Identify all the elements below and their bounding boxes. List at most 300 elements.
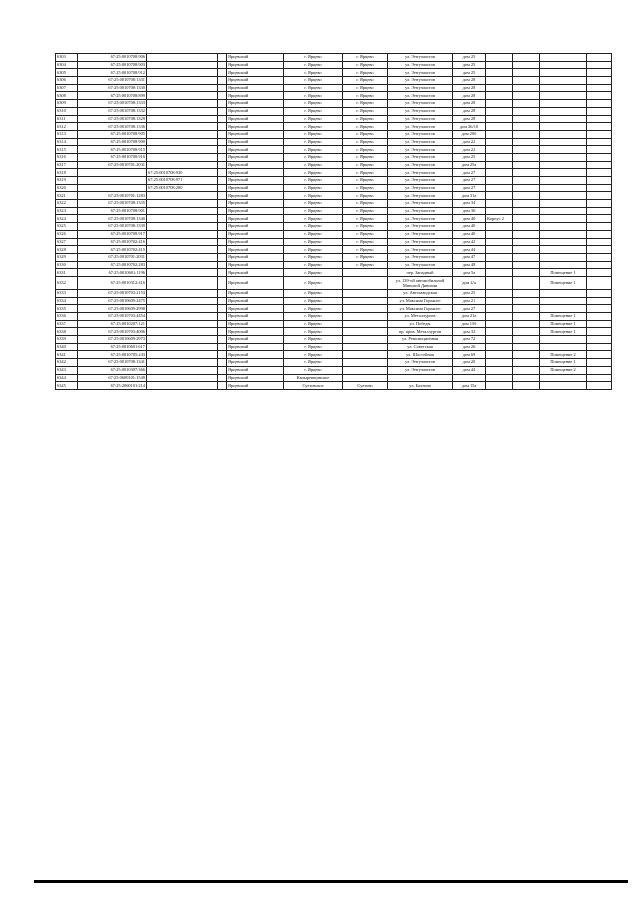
- table-row: [56, 200, 612, 208]
- alt-cadastral-number-cell: [147, 382, 218, 390]
- table-row: [56, 269, 612, 277]
- alt-cadastral-number-cell: [147, 238, 218, 246]
- blank-cell: [218, 207, 227, 215]
- street-cell: ул. Энтузиастов: [388, 69, 453, 77]
- table-row: [56, 215, 612, 223]
- table-row: [56, 230, 612, 238]
- row-number-cell: 6331: [56, 269, 78, 277]
- premises-cell: [540, 192, 587, 200]
- blank-cell: [218, 215, 227, 223]
- district-cell: Ярцевский: [227, 297, 284, 305]
- alt-cadastral-number-cell: [147, 115, 218, 123]
- locality-cell: г. Ярцево: [343, 223, 388, 231]
- blank-cell: [587, 351, 612, 359]
- table-row: [56, 276, 612, 289]
- building-cell: [486, 130, 513, 138]
- alt-cadastral-number-cell: [147, 269, 218, 277]
- house-cell: дом 32: [453, 328, 486, 336]
- table-row: [56, 54, 612, 62]
- blank-cell: [513, 374, 540, 382]
- settlement-cell: г. Ярцево: [284, 169, 343, 177]
- district-cell: Ярцевский: [227, 161, 284, 169]
- blank-cell: [587, 305, 612, 313]
- alt-cadastral-number-cell: [147, 313, 218, 321]
- blank-cell: [218, 230, 227, 238]
- district-cell: Ярцевский: [227, 207, 284, 215]
- locality-cell: г. Ярцево: [343, 261, 388, 269]
- locality-cell: [343, 320, 388, 328]
- street-cell: ул. Бахтина: [388, 382, 453, 390]
- blank-cell: [587, 261, 612, 269]
- house-cell: дом 25: [453, 61, 486, 69]
- row-number-cell: 6307: [56, 84, 78, 92]
- district-cell: Ярцевский: [227, 200, 284, 208]
- table-row: [56, 374, 612, 382]
- building-cell: [486, 230, 513, 238]
- house-cell: дом 26: [453, 343, 486, 351]
- district-cell: Ярцевский: [227, 253, 284, 261]
- blank-cell: [513, 153, 540, 161]
- building-cell: [486, 115, 513, 123]
- table-row: [56, 246, 612, 254]
- house-cell: дом 15а: [453, 382, 486, 390]
- register-table-body: [56, 54, 612, 390]
- premises-cell: [540, 130, 587, 138]
- street-cell: ул. Энтузиастов: [388, 130, 453, 138]
- street-cell: ул. Энтузиастов: [388, 153, 453, 161]
- blank-cell: [513, 313, 540, 321]
- cadastral-number-cell: 67:25:0010702:416: [78, 238, 147, 246]
- building-cell: [486, 169, 513, 177]
- blank-cell: [587, 366, 612, 374]
- row-number-cell: 6303: [56, 54, 78, 62]
- row-number-cell: 6313: [56, 130, 78, 138]
- blank-cell: [218, 320, 227, 328]
- settlement-cell: г. Ярцево: [284, 61, 343, 69]
- settlement-cell: г. Ярцево: [284, 313, 343, 321]
- table-row: [56, 61, 612, 69]
- cadastral-number-cell: 67:25:0010708:906: [78, 54, 147, 62]
- premises-cell: [540, 161, 587, 169]
- house-cell: дом 44: [453, 246, 486, 254]
- settlement-cell: г. Ярцево: [284, 253, 343, 261]
- building-cell: [486, 100, 513, 108]
- settlement-cell: г. Ярцево: [284, 130, 343, 138]
- street-cell: ул. Максима Горького: [388, 305, 453, 313]
- street-cell: ул. Энтузиастов: [388, 177, 453, 185]
- blank-cell: [218, 343, 227, 351]
- row-number-cell: 6319: [56, 177, 78, 185]
- premises-cell: [540, 115, 587, 123]
- blank-cell: [513, 215, 540, 223]
- blank-cell: [218, 77, 227, 85]
- street-cell: ул. Максима Горького: [388, 297, 453, 305]
- alt-cadastral-number-cell: [147, 366, 218, 374]
- premises-cell: [540, 77, 587, 85]
- premises-cell: Помещение 1: [540, 328, 587, 336]
- table-row: [56, 192, 612, 200]
- row-number-cell: 6336: [56, 313, 78, 321]
- district-cell: Ярцевский: [227, 328, 284, 336]
- row-number-cell: 6321: [56, 192, 78, 200]
- alt-cadastral-number-cell: [147, 215, 218, 223]
- row-number-cell: 6315: [56, 146, 78, 154]
- building-cell: Корпус 2: [486, 215, 513, 223]
- premises-cell: [540, 297, 587, 305]
- alt-cadastral-number-cell: [147, 192, 218, 200]
- cadastral-number-cell: 67:25:0010703:4454: [78, 313, 147, 321]
- district-cell: Ярцевский: [227, 230, 284, 238]
- house-cell: дом 27: [453, 184, 486, 192]
- blank-cell: [513, 54, 540, 62]
- house-cell: дом 28: [453, 92, 486, 100]
- cadastral-number-cell: 67:25:0010708:1331: [78, 77, 147, 85]
- blank-cell: [587, 161, 612, 169]
- blank-cell: [218, 138, 227, 146]
- locality-cell: г. Ярцево: [343, 92, 388, 100]
- house-cell: дом 44: [453, 366, 486, 374]
- building-cell: [486, 328, 513, 336]
- settlement-cell: г. Ярцево: [284, 77, 343, 85]
- alt-cadastral-number-cell: [147, 328, 218, 336]
- cadastral-number-cell: 67:25:0010708:912: [78, 69, 147, 77]
- cadastral-number-cell: 67:25:0010705:243: [78, 351, 147, 359]
- locality-cell: [343, 313, 388, 321]
- premises-cell: Помещение 2: [540, 366, 587, 374]
- district-cell: Ярцевский: [227, 107, 284, 115]
- settlement-cell: г. Ярцево: [284, 276, 343, 289]
- district-cell: Ярцевский: [227, 343, 284, 351]
- settlement-cell: г. Ярцево: [284, 261, 343, 269]
- table-row: [56, 313, 612, 321]
- table-row: [56, 336, 612, 344]
- settlement-cell: г. Ярцево: [284, 146, 343, 154]
- blank-cell: [513, 320, 540, 328]
- locality-cell: г. Ярцево: [343, 77, 388, 85]
- blank-cell: [587, 84, 612, 92]
- building-cell: [486, 146, 513, 154]
- settlement-cell: г. Ярцево: [284, 184, 343, 192]
- cadastral-number-cell: 67:25:0010708:901: [78, 207, 147, 215]
- street-cell: [388, 374, 453, 382]
- alt-cadastral-number-cell: 67:25:0010708:280: [147, 184, 218, 192]
- blank-cell: [587, 297, 612, 305]
- locality-cell: г. Ярцево: [343, 84, 388, 92]
- blank-cell: [218, 153, 227, 161]
- blank-cell: [218, 223, 227, 231]
- blank-cell: [218, 238, 227, 246]
- cadastral-number-cell: 67:25:0010609:2973: [78, 336, 147, 344]
- table-row: [56, 92, 612, 100]
- table-row: [56, 161, 612, 169]
- house-cell: дом 25а: [453, 161, 486, 169]
- building-cell: [486, 192, 513, 200]
- premises-cell: [540, 200, 587, 208]
- blank-cell: [587, 77, 612, 85]
- blank-cell: [587, 253, 612, 261]
- locality-cell: г. Ярцево: [343, 200, 388, 208]
- house-cell: [453, 374, 486, 382]
- alt-cadastral-number-cell: [147, 336, 218, 344]
- premises-cell: Помещение 2: [540, 351, 587, 359]
- alt-cadastral-number-cell: [147, 100, 218, 108]
- district-cell: Ярцевский: [227, 123, 284, 131]
- blank-cell: [218, 100, 227, 108]
- blank-cell: [587, 320, 612, 328]
- district-cell: Ярцевский: [227, 84, 284, 92]
- premises-cell: Помещение 1: [540, 320, 587, 328]
- settlement-cell: г. Ярцево: [284, 246, 343, 254]
- blank-cell: [513, 138, 540, 146]
- blank-cell: [513, 269, 540, 277]
- blank-cell: [587, 169, 612, 177]
- premises-cell: [540, 207, 587, 215]
- blank-cell: [218, 328, 227, 336]
- blank-cell: [587, 54, 612, 62]
- street-cell: ул. Энтузиастов: [388, 100, 453, 108]
- premises-cell: [540, 230, 587, 238]
- row-number-cell: 6314: [56, 138, 78, 146]
- street-cell: ул. Энтузиастов: [388, 207, 453, 215]
- district-cell: Ярцевский: [227, 184, 284, 192]
- blank-cell: [587, 238, 612, 246]
- blank-cell: [218, 161, 227, 169]
- building-cell: [486, 138, 513, 146]
- blank-cell: [513, 366, 540, 374]
- street-cell: пр. пров. Металлургов: [388, 328, 453, 336]
- blank-cell: [218, 289, 227, 297]
- blank-cell: [587, 177, 612, 185]
- blank-cell: [218, 92, 227, 100]
- locality-cell: г. Ярцево: [343, 192, 388, 200]
- alt-cadastral-number-cell: [147, 343, 218, 351]
- street-cell: ул. Энтузиастов: [388, 107, 453, 115]
- building-cell: [486, 123, 513, 131]
- table-row: [56, 366, 612, 374]
- house-cell: дом 15б: [453, 320, 486, 328]
- settlement-cell: г. Ярцево: [284, 161, 343, 169]
- blank-cell: [513, 92, 540, 100]
- cadastral-number-cell: 67:25:0010701:2031: [78, 253, 147, 261]
- district-cell: Ярцевский: [227, 138, 284, 146]
- blank-cell: [513, 123, 540, 131]
- settlement-cell: г. Ярцево: [284, 177, 343, 185]
- blank-cell: [513, 223, 540, 231]
- street-cell: ул. Энтузиастов: [388, 138, 453, 146]
- row-number-cell: 6322: [56, 200, 78, 208]
- cadastral-number-cell: 67:25:0010708:1333: [78, 100, 147, 108]
- premises-cell: [540, 336, 587, 344]
- building-cell: [486, 351, 513, 359]
- blank-cell: [218, 200, 227, 208]
- street-cell: ул. Энтузиастов: [388, 261, 453, 269]
- blank-cell: [587, 382, 612, 390]
- blank-cell: [218, 192, 227, 200]
- blank-cell: [587, 184, 612, 192]
- blank-cell: [513, 61, 540, 69]
- cadastral-number-cell: 67:25:0010312:416: [78, 276, 147, 289]
- table-row: [56, 289, 612, 297]
- blank-cell: [218, 276, 227, 289]
- street-cell: ул. 139-ой автомобильной Минской Дивизии: [388, 276, 453, 289]
- blank-cell: [218, 374, 227, 382]
- cadastral-number-cell: 67:25:0010708:1339: [78, 223, 147, 231]
- cadastral-number-cell: 67:25:0010708:1329: [78, 115, 147, 123]
- premises-cell: [540, 153, 587, 161]
- blank-cell: [587, 343, 612, 351]
- blank-cell: [587, 230, 612, 238]
- district-cell: Ярцевский: [227, 61, 284, 69]
- locality-cell: [343, 343, 388, 351]
- blank-cell: [218, 146, 227, 154]
- locality-cell: г. Ярцево: [343, 230, 388, 238]
- settlement-cell: г. Ярцево: [284, 238, 343, 246]
- alt-cadastral-number-cell: [147, 261, 218, 269]
- table-row: [56, 146, 612, 154]
- cadastral-number-cell: 67:25:0010708:1332: [78, 107, 147, 115]
- settlement-cell: г. Ярцево: [284, 207, 343, 215]
- alt-cadastral-number-cell: 67:25:0010708:930: [147, 169, 218, 177]
- row-number-cell: 6345: [56, 382, 78, 390]
- blank-cell: [218, 115, 227, 123]
- premises-cell: [540, 177, 587, 185]
- alt-cadastral-number-cell: [147, 138, 218, 146]
- blank-cell: [513, 261, 540, 269]
- row-number-cell: 6342: [56, 359, 78, 367]
- district-cell: Ярцевский: [227, 351, 284, 359]
- house-cell: дом 40: [453, 223, 486, 231]
- settlement-cell: г. Ярцево: [284, 289, 343, 297]
- blank-cell: [587, 123, 612, 131]
- blank-cell: [218, 359, 227, 367]
- settlement-cell: г. Ярцево: [284, 343, 343, 351]
- locality-cell: [343, 328, 388, 336]
- house-cell: дом 36: [453, 207, 486, 215]
- blank-cell: [513, 328, 540, 336]
- house-cell: дом 31а: [453, 192, 486, 200]
- blank-cell: [218, 54, 227, 62]
- blank-cell: [513, 246, 540, 254]
- locality-cell: [343, 276, 388, 289]
- district-cell: Ярцевский: [227, 77, 284, 85]
- blank-cell: [218, 61, 227, 69]
- row-number-cell: 6324: [56, 215, 78, 223]
- house-cell: дом 28: [453, 107, 486, 115]
- alt-cadastral-number-cell: [147, 107, 218, 115]
- district-cell: Ярцевский: [227, 382, 284, 390]
- locality-cell: г. Ярцево: [343, 253, 388, 261]
- blank-cell: [587, 200, 612, 208]
- row-number-cell: 6306: [56, 77, 78, 85]
- blank-cell: [218, 177, 227, 185]
- street-cell: ул. Энтузиастов: [388, 253, 453, 261]
- blank-cell: [218, 123, 227, 131]
- row-number-cell: 6316: [56, 153, 78, 161]
- blank-cell: [587, 92, 612, 100]
- page-bottom-rule: [34, 880, 628, 883]
- locality-cell: г. Ярцево: [343, 123, 388, 131]
- locality-cell: [343, 289, 388, 297]
- house-cell: дом 28: [453, 84, 486, 92]
- building-cell: [486, 289, 513, 297]
- district-cell: Ярцевский: [227, 261, 284, 269]
- blank-cell: [587, 207, 612, 215]
- row-number-cell: 6328: [56, 246, 78, 254]
- premises-cell: [540, 61, 587, 69]
- blank-cell: [218, 253, 227, 261]
- blank-cell: [587, 192, 612, 200]
- building-cell: [486, 269, 513, 277]
- table-row: [56, 328, 612, 336]
- alt-cadastral-number-cell: [147, 289, 218, 297]
- blank-cell: [587, 61, 612, 69]
- street-cell: ул. Энтузиастов: [388, 92, 453, 100]
- locality-cell: [343, 305, 388, 313]
- locality-cell: г. Ярцево: [343, 246, 388, 254]
- house-cell: дом 21а: [453, 313, 486, 321]
- table-row: [56, 184, 612, 192]
- settlement-cell: г. Ярцево: [284, 223, 343, 231]
- table-row: [56, 84, 612, 92]
- blank-cell: [513, 230, 540, 238]
- building-cell: [486, 238, 513, 246]
- settlement-cell: г. Ярцево: [284, 200, 343, 208]
- blank-cell: [218, 261, 227, 269]
- settlement-cell: г. Ярцево: [284, 123, 343, 131]
- district-cell: Ярцевский: [227, 313, 284, 321]
- cadastral-number-cell: 67:25:0010708:1336: [78, 123, 147, 131]
- blank-cell: [587, 69, 612, 77]
- blank-cell: [587, 289, 612, 297]
- row-number-cell: 6334: [56, 297, 78, 305]
- locality-cell: г. Ярцево: [343, 107, 388, 115]
- house-cell: дом 28: [453, 100, 486, 108]
- street-cell: ул. Энтузиастов: [388, 84, 453, 92]
- blank-cell: [513, 276, 540, 289]
- premises-cell: Помещение 1: [540, 313, 587, 321]
- house-cell: дом 72: [453, 336, 486, 344]
- district-cell: Ярцевский: [227, 115, 284, 123]
- table-row: [56, 177, 612, 185]
- blank-cell: [513, 84, 540, 92]
- row-number-cell: 6308: [56, 92, 78, 100]
- blank-cell: [587, 130, 612, 138]
- table-row: [56, 169, 612, 177]
- table-row: [56, 261, 612, 269]
- blank-cell: [513, 289, 540, 297]
- locality-cell: г. Ярцево: [343, 115, 388, 123]
- row-number-cell: 6327: [56, 238, 78, 246]
- blank-cell: [513, 253, 540, 261]
- cadastral-number-cell: 67:25:0010708:1335: [78, 200, 147, 208]
- blank-cell: [587, 138, 612, 146]
- district-cell: Ярцевский: [227, 366, 284, 374]
- street-cell: ул. Энтузиастов: [388, 238, 453, 246]
- district-cell: Ярцевский: [227, 336, 284, 344]
- building-cell: [486, 313, 513, 321]
- table-row: [56, 69, 612, 77]
- district-cell: Ярцевский: [227, 223, 284, 231]
- settlement-cell: г. Ярцево: [284, 69, 343, 77]
- street-cell: ул. Энтузиастов: [388, 184, 453, 192]
- cadastral-number-cell: 67:25:0010708:915: [78, 146, 147, 154]
- blank-cell: [513, 115, 540, 123]
- alt-cadastral-number-cell: [147, 246, 218, 254]
- alt-cadastral-number-cell: [147, 230, 218, 238]
- settlement-cell: Суетовское: [284, 382, 343, 390]
- blank-cell: [513, 130, 540, 138]
- district-cell: Ярцевский: [227, 69, 284, 77]
